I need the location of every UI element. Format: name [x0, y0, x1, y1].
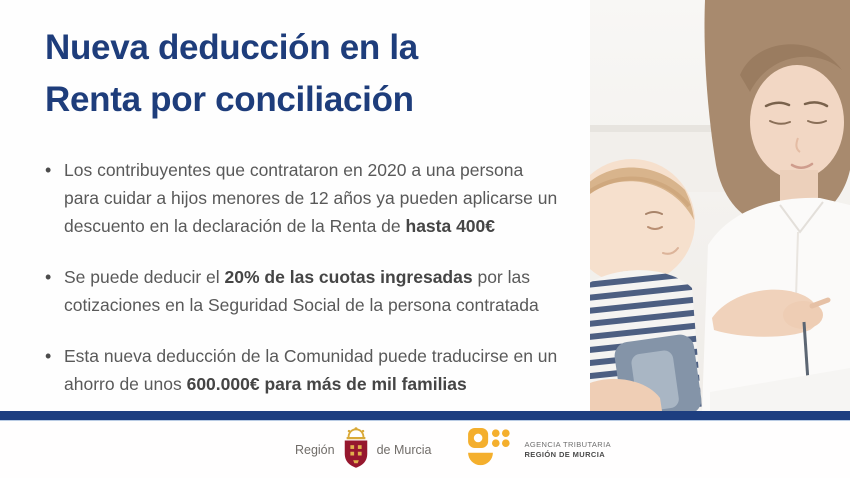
- woman-baby-illustration: [590, 0, 850, 411]
- murcia-shield-icon: [341, 426, 371, 475]
- bullet-1-text: Los contribuyentes que contrataron en 2020 a una persona para cuidar a hijos menores de 12 años ya pueden aplicarse un descuento en la declaración de la Renta de: [64, 160, 558, 236]
- bullet-2-bold: 20% de las cuotas ingresadas: [224, 267, 473, 287]
- bullet-item-3: [45, 342, 560, 398]
- bullet-2-post: por las cotizaciones en la Seguridad Social de la persona contratada: [64, 267, 539, 315]
- bullet-2-text: Se puede deducir el: [64, 267, 225, 287]
- agencia-text-line-1: AGENCIA TRIBUTARIA: [524, 440, 612, 449]
- footer-logos: [295, 426, 611, 475]
- title-line-1: Nueva deducción en la: [45, 28, 418, 67]
- agencia-tributaria-icon: [467, 427, 515, 474]
- bullet-list: [45, 156, 590, 398]
- woman-baby-photo: [590, 0, 850, 411]
- bullet-item-1: [45, 156, 560, 240]
- footer: [0, 422, 850, 478]
- region-de-murcia-logo: [295, 426, 432, 475]
- murcia-logo-text-right: de Murcia: [376, 443, 432, 457]
- page-title: [45, 22, 590, 126]
- agencia-text-block: [524, 440, 611, 460]
- bullet-3-text: Esta nueva deducción de la Comunidad puede traducirse en un ahorro de unos: [64, 346, 558, 394]
- agencia-tributaria-logo: [467, 427, 611, 474]
- content-column: [45, 22, 590, 421]
- bullet-3-bold: 600.000€ para más de mil familias: [186, 374, 467, 394]
- bullet-item-2: [45, 263, 560, 319]
- title-line-2: Renta por conciliación: [45, 80, 414, 119]
- bullet-1-bold: hasta 400€: [405, 216, 496, 236]
- agencia-text-line-2: REGIÓN DE MURCIA: [524, 450, 606, 459]
- divider-bar: [0, 411, 850, 421]
- murcia-logo-text-left: Región: [294, 443, 335, 457]
